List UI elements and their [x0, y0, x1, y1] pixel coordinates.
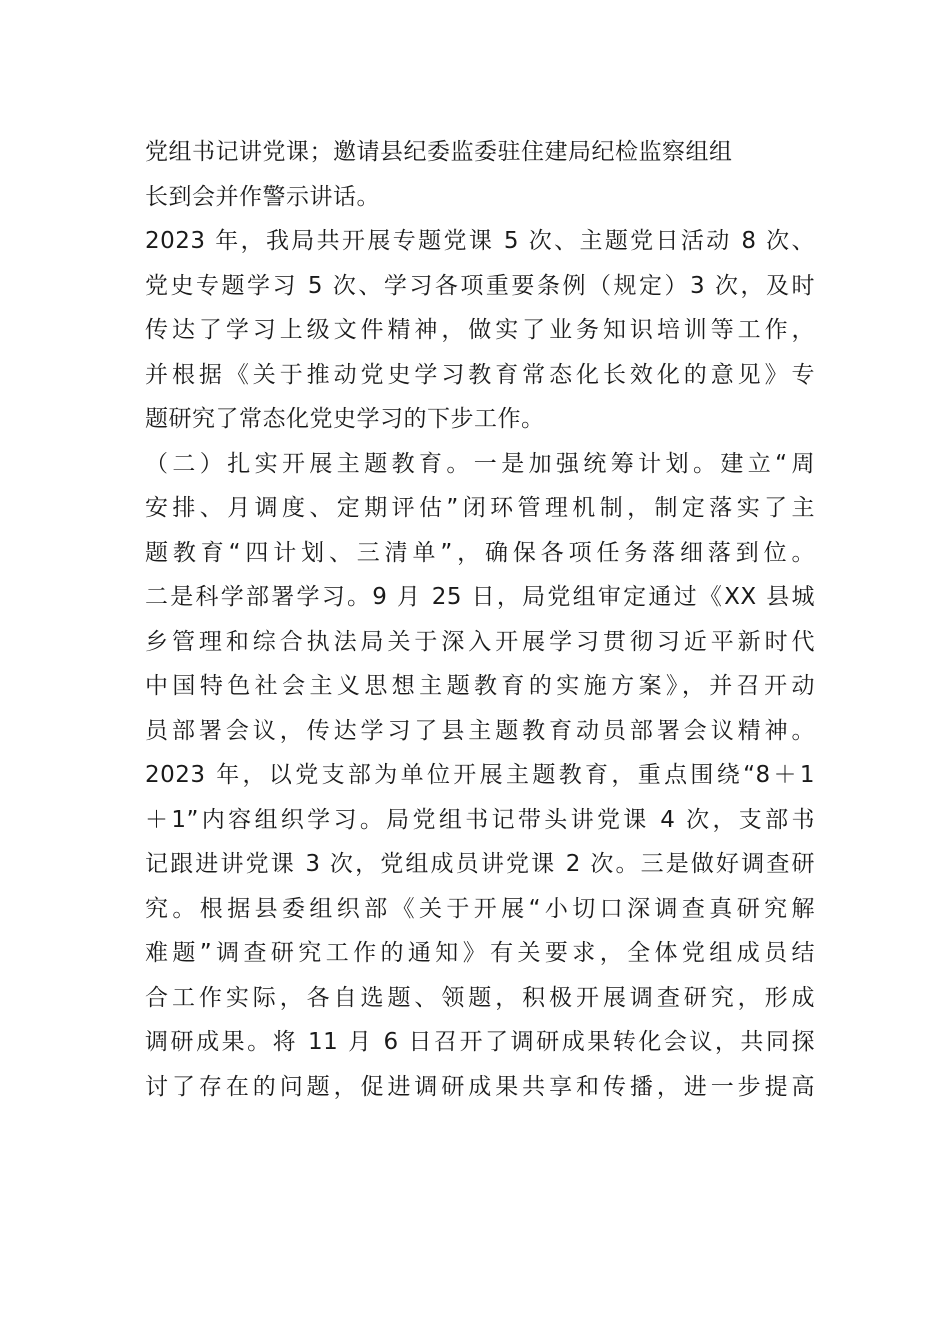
text-line: 记跟进讲党课 3 次，党组成员讲党课 2 次。三是做好调查研	[145, 851, 815, 877]
text-line: 讨了存在的问题，促进调研成果共享和传播，进一步提高	[145, 1073, 815, 1100]
text-line: 难题”调查研究工作的通知》有关要求，全体党组成员结	[145, 940, 815, 966]
text-line: 题研究了常态化党史学习的下步工作。	[145, 406, 545, 432]
text-line: 2023 年，以党支部为单位开展主题教育，重点围绕“8＋1	[145, 762, 815, 788]
text-line: 长到会并作警示讲话。	[145, 183, 380, 210]
text-line: 传达了学习上级文件精神，做实了业务知识培训等工作，	[145, 317, 815, 343]
text-line: 乡管理和综合执法局关于深入开展学习贯彻习近平新时代	[145, 628, 815, 655]
body-text	[145, 130, 815, 1109]
text-line: 二是科学部署学习。9 月 25 日，局党组审定通过《XX 县城	[145, 584, 815, 610]
text-line: 中国特色社会主义思想主题教育的实施方案》，并召开动	[145, 673, 815, 699]
text-line: 并根据《关于推动党史学习教育常态化长效化的意见》专	[145, 361, 815, 388]
text-line: （二）扎实开展主题教育。一是加强统筹计划。建立“周	[145, 450, 815, 477]
text-line: 员部署会议，传达学习了县主题教育动员部署会议精神。	[145, 717, 815, 744]
text-line: 党史专题学习 5 次、学习各项重要条例（规定）3 次，及时	[145, 272, 815, 299]
text-line: 2023 年，我局共开展专题党课 5 次、主题党日活动 8 次、	[145, 228, 815, 254]
text-line: 合工作实际，各自选题、领题，积极开展调查研究，形成	[145, 984, 815, 1011]
text-line: 安排、月调度、定期评估”闭环管理机制，制定落实了主	[145, 495, 815, 521]
text-line: 党组书记讲党课；邀请县纪委监委驻住建局纪检监察组组	[145, 139, 733, 165]
text-line: ＋1”内容组织学习。局党组书记带头讲党课 4 次，支部书	[145, 806, 815, 833]
text-line: 调研成果。将 11 月 6 日召开了调研成果转化会议，共同探	[145, 1029, 815, 1055]
text-line: 究。根据县委组织部《关于开展“小切口深调查真研究解	[145, 895, 815, 922]
text-line: 题教育“四计划、三清单”，确保各项任务落细落到位。	[145, 539, 815, 566]
